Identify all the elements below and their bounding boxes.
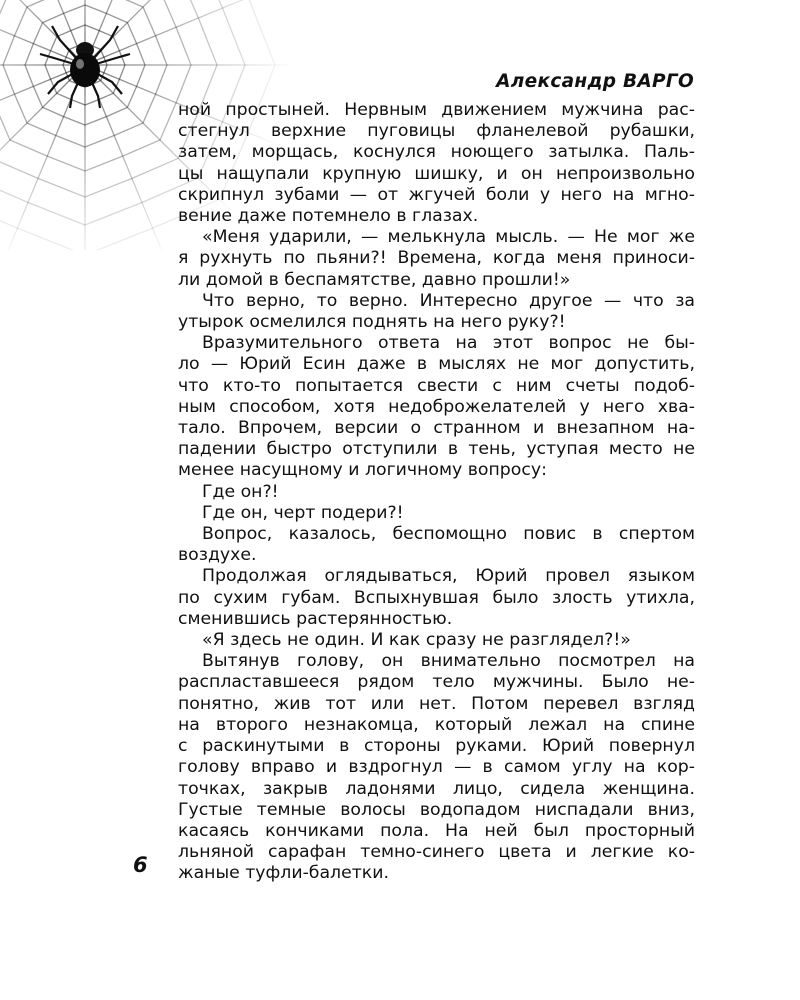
text-line: «Я здесь не один. И как сразу не разглядел?!» xyxy=(202,630,631,651)
text-line: сменившись растерянностью. xyxy=(178,608,453,629)
text-line: я рухнуть по пьяни?! Времена, когда меня приноси- xyxy=(178,248,695,269)
text-line: Вразумительного ответа на этот вопрос не бы- xyxy=(202,333,695,354)
text-line: Густые темные волосы водопадом ниспадали вниз, xyxy=(178,799,695,820)
text-line: затем, морщась, коснулся ноющего затылка. Паль- xyxy=(178,142,695,163)
text-line: распластавшееся рядом тело мужчины. Было не- xyxy=(178,672,695,693)
text-line: понятно, жив тот или нет. Потом перевел взгляд xyxy=(178,693,695,714)
text-line: ным способом, хотя недоброжелателей у него хва- xyxy=(178,396,695,417)
text-line: Где он?! xyxy=(202,481,279,502)
text-line: точках, закрыв ладонями лицо, сидела женщина. xyxy=(178,778,695,799)
text-line: по сухим губам. Вспыхнувшая было злость утихла, xyxy=(178,587,695,608)
text-line: скрипнул зубами — от жгучей боли у него на мгно- xyxy=(178,184,695,205)
running-header: Александр ВАРГО xyxy=(496,71,694,92)
text-line: утырок осмелился поднять на него руку?! xyxy=(178,312,566,333)
text-line: Где он, черт подери?! xyxy=(202,502,404,523)
book-body-text xyxy=(178,100,695,885)
text-line: падении быстро отступили в тень, уступая место не xyxy=(178,439,695,460)
text-line: воздухе. xyxy=(178,545,257,566)
text-line: жаные туфли-балетки. xyxy=(178,863,389,884)
text-line: тало. Впрочем, версии о странном и внезапном на- xyxy=(178,418,695,439)
text-line: вение даже потемнело в глазах. xyxy=(178,206,479,227)
text-line: стегнул верхние пуговицы фланелевой рубашки, xyxy=(178,121,695,142)
text-line: ло — Юрий Есин даже в мыслях не мог допустить, xyxy=(178,354,695,375)
text-line: Вопрос, казалось, беспомощно повис в спертом xyxy=(202,524,695,545)
text-line: льняной сарафан темно-синего цвета и легкие ко- xyxy=(178,842,695,863)
page-number: 6 xyxy=(133,853,148,877)
text-line: касаясь кончиками пола. На ней был просторный xyxy=(178,820,695,841)
text-line: Продолжая оглядываться, Юрий провел языком xyxy=(202,566,695,587)
text-line: с раскинутыми в стороны руками. Юрий повернул xyxy=(178,736,695,757)
text-line: что кто-то попытается свести с ним счеты подоб- xyxy=(178,375,695,396)
text-line: на второго незнакомца, который лежал на спине xyxy=(178,714,695,735)
text-line: «Меня ударили, — мелькнула мысль. — Не мог же xyxy=(202,227,695,248)
text-line: Что верно, то верно. Интересно другое — что за xyxy=(202,290,695,311)
text-line: цы нащупали крупную шишку, и он непроизвольно xyxy=(178,163,695,184)
text-line: ной простыней. Нервным движением мужчина рас- xyxy=(178,100,695,120)
text-line: голову вправо и вздрогнул — в самом углу на кор- xyxy=(178,757,695,778)
text-line: ли домой в беспамятстве, давно прошли!» xyxy=(178,269,571,290)
text-line: менее насущному и логичному вопросу: xyxy=(178,460,547,481)
text-line: Вытянув голову, он внимательно посмотрел на xyxy=(202,651,695,672)
